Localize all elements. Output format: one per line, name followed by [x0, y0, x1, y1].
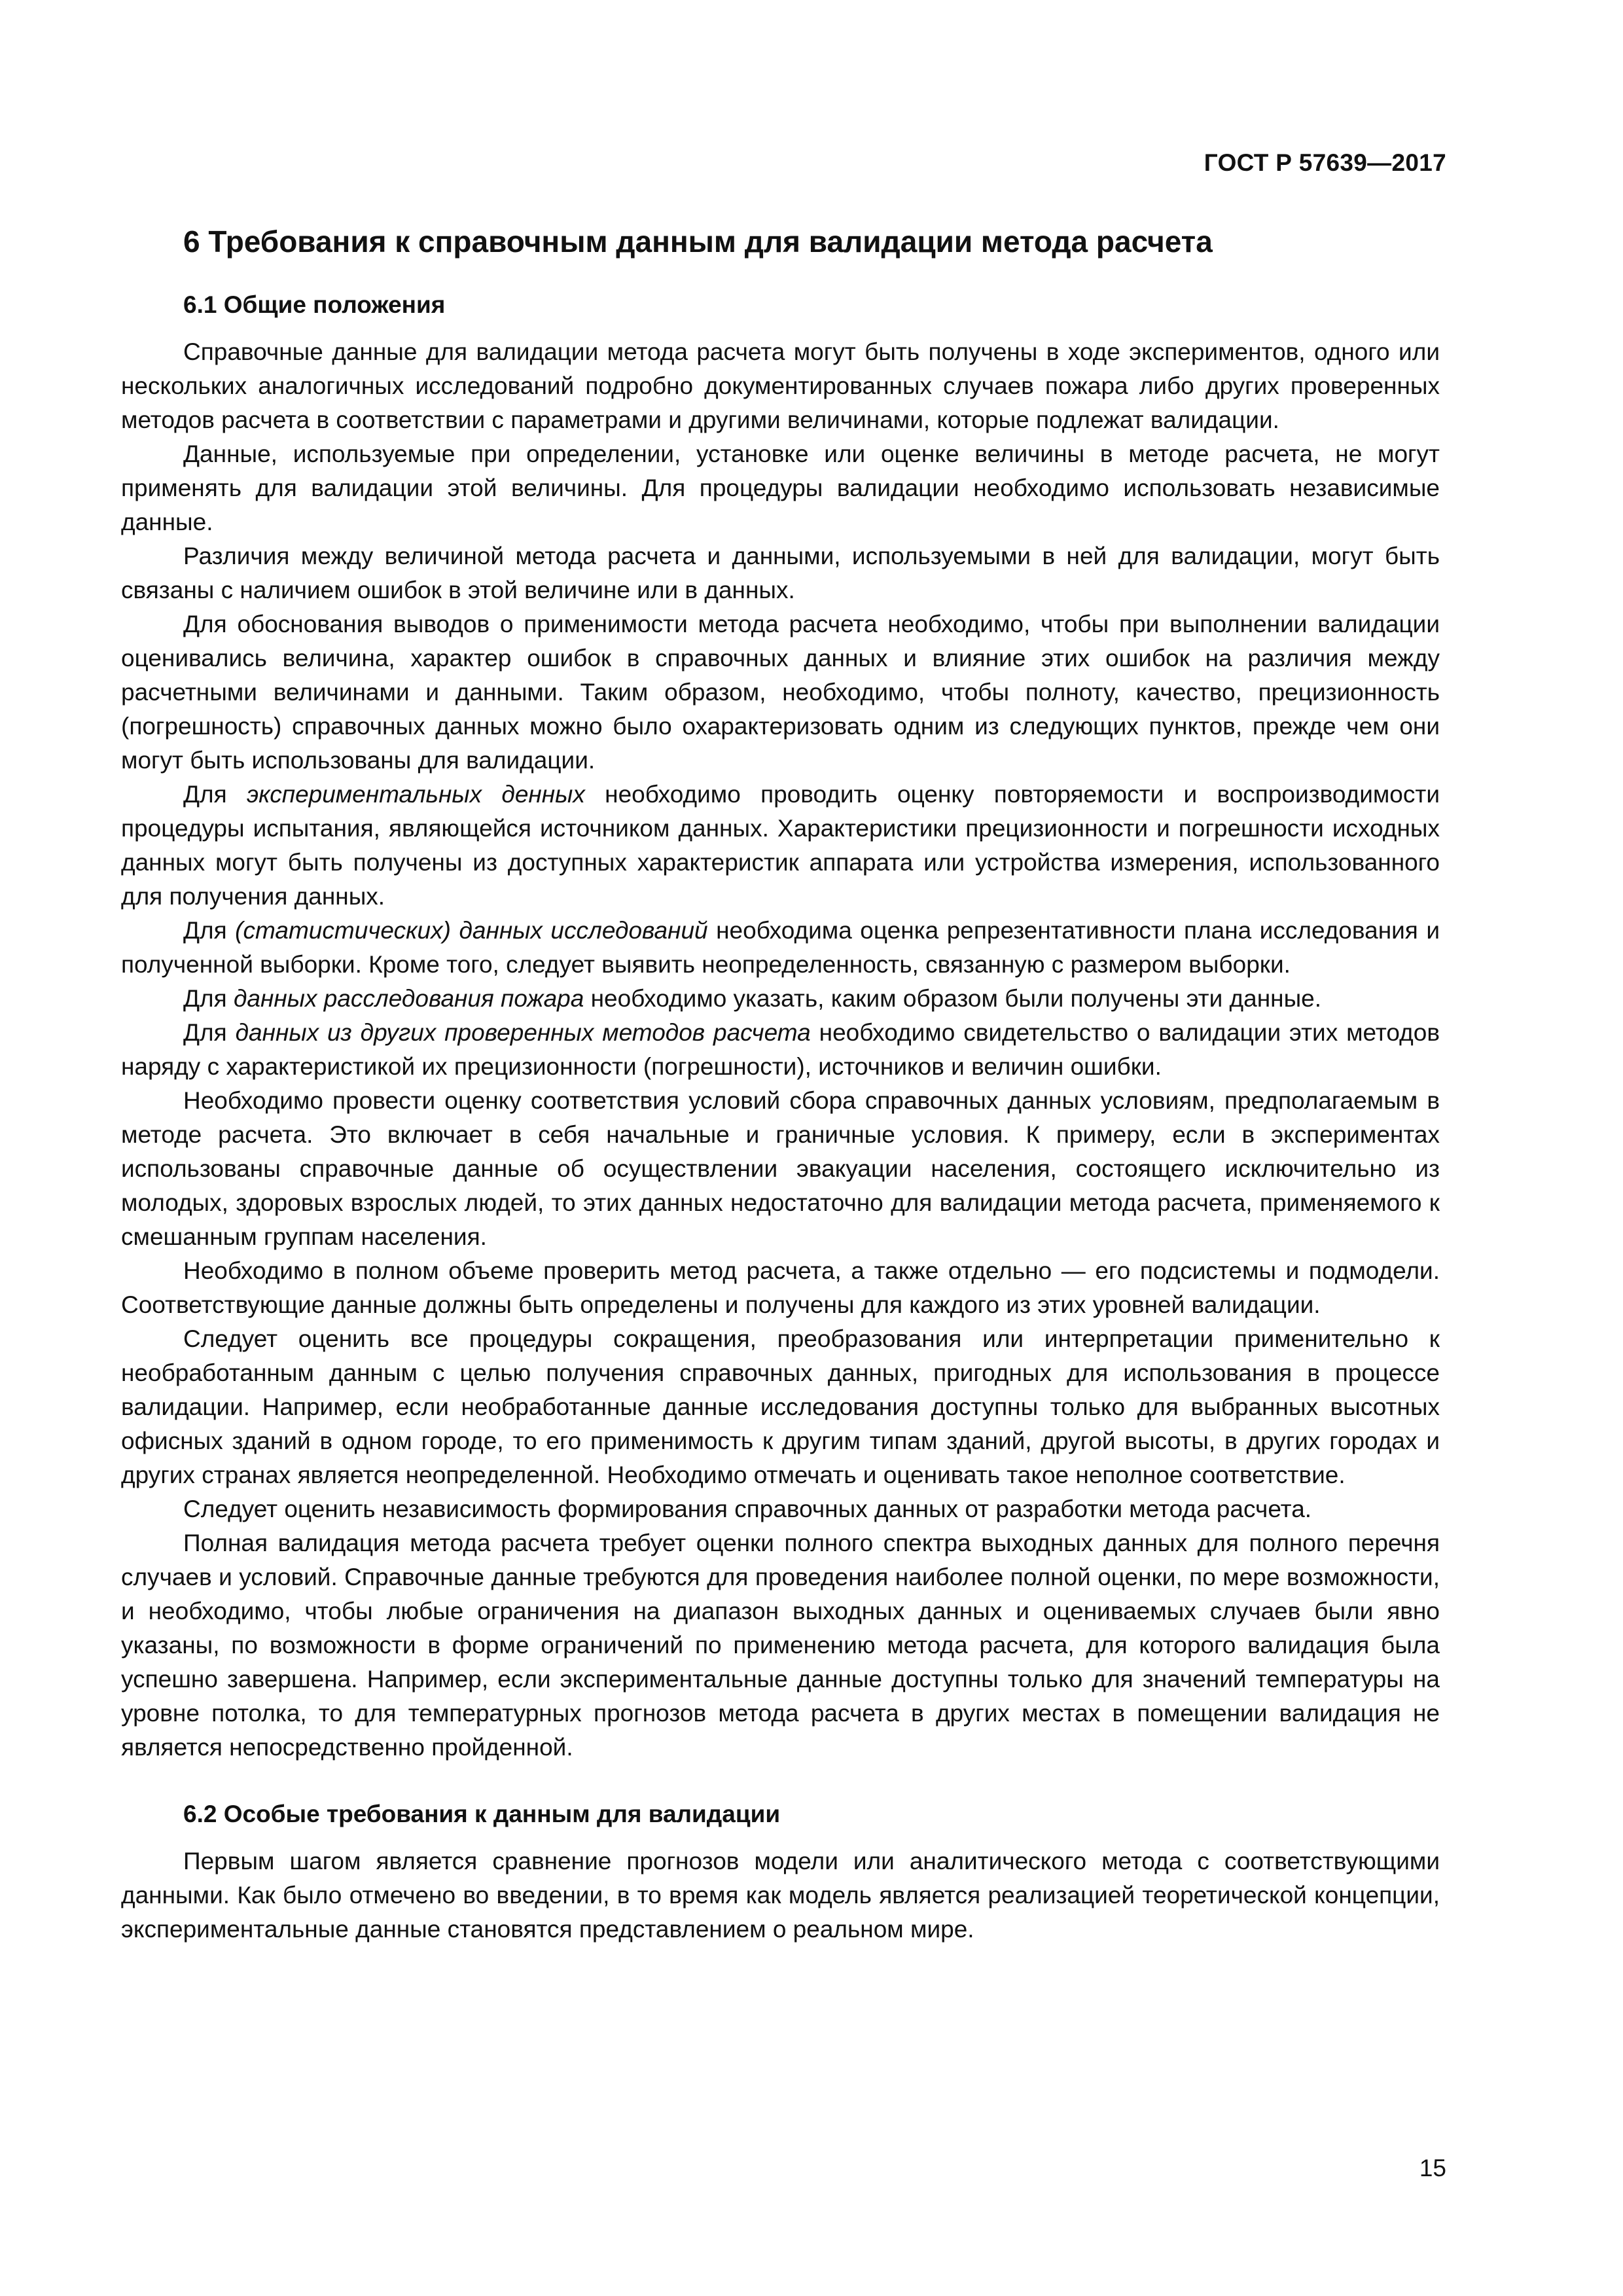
emphasis-term: экспериментальных денных	[246, 780, 585, 808]
page-content	[121, 223, 1440, 1946]
paragraph-lead: Для	[183, 916, 236, 944]
paragraph-lead: Для	[183, 1018, 236, 1046]
paragraph: Справочные данные для валидации метода расчета могут быть получены в ходе экспериментов, одного или нескольких аналогичных исследований подробно документированных случаев пожара либо других проверенных методов расчета в соответствии с параметрами и другими величинами, которые подлежат валидации.	[121, 338, 1440, 433]
emphasis-term: (статистических) данных исследований	[235, 916, 708, 944]
standard-code: ГОСТ Р 57639—2017	[1204, 149, 1446, 176]
paragraph-rest: необходимо указать, каким образом были получены эти данные.	[584, 984, 1322, 1012]
paragraph: Первым шагом является сравнение прогнозов модели или аналитического метода с соответствующими данными. Как было отмечено во введении, в то время как модель является реализацией теоретической концепции, экспериментальные данные становятся представлением о реальном мире.	[121, 1847, 1440, 1943]
paragraph-rest: необходимо свидетельство о валидации этих методов наряду с характеристикой их прецизионности (погрешности), источников и величин ошибки.	[121, 1018, 1440, 1080]
subsection-title-6-1: 6.1 Общие положения	[183, 291, 446, 318]
paragraph: Необходимо в полном объеме проверить метод расчета, а также отдельно — его подсистемы и подмодели. Соответствующие данные должны быть определены и получены для каждого из этих уровней валидации.	[121, 1257, 1440, 1318]
paragraph-lead: Для	[183, 984, 234, 1012]
paragraph-lead: Для	[183, 780, 247, 808]
section-title: 6 Требования к справочным данным для валидации метода расчета	[183, 224, 1213, 259]
paragraph: Полная валидация метода расчета требует оценки полного спектра выходных данных для полного перечня случаев и условий. Справочные данные требуются для проведения наиболее полной оценки, по мере возможности, и необходимо, чтобы любые ограничения на диапазон выходных данных и оцениваемых случаев были явно указаны, по возможности в форме ограничений по применению метода расчета, для которого валидация была успешно завершена. Например, если экспериментальные данные доступны только для значений температуры на уровне потолка, то для температурных прогнозов метода расчета в других местах в помещении валидация не является непосредственно пройденной.	[121, 1529, 1440, 1761]
paragraph	[121, 914, 1440, 982]
paragraph	[121, 1016, 1440, 1084]
paragraph	[121, 982, 1440, 1016]
paragraph: Следует оценить все процедуры сокращения, преобразования или интерпретации применительно к необработанным данным с целью получения справочных данных, пригодных для использования в процессе валидации. Например, если необработанные данные исследования доступны только для выбранных высотных офисных зданий в одном городе, то его применимость к другим типам зданий, другой высоты, в других городах и других странах является неопределенной. Необходимо отмечать и оценивать такое неполное соответствие.	[121, 1325, 1440, 1488]
paragraph-rest: необходима оценка репрезентативности плана исследования и полученной выборки. Кроме того, следует выявить неопределенность, связанную с размером выборки.	[121, 916, 1440, 978]
emphasis-term: данных из других проверенных методов расчета	[235, 1018, 811, 1046]
emphasis-term: данных расследования пожара	[233, 984, 584, 1012]
paragraph-rest: необходимо проводить оценку повторяемости и воспроизводимости процедуры испытания, являющейся источником данных. Характеристики прецизионности и погрешности исходных данных могут быть получены из доступных характеристик аппарата или устройства измерения, использованного для получения данных.	[121, 780, 1440, 910]
paragraph: Необходимо провести оценку соответствия условий сбора справочных данных условиям, предполагаемым в методе расчета. Это включает в себя начальные и граничные условия. К примеру, если в экспериментах использованы справочные данные об осуществлении эвакуации населения, состоящего исключительно из молодых, здоровых взрослых людей, то этих данных недостаточно для валидации метода расчета, применяемого к смешанным группам населения.	[121, 1086, 1440, 1250]
paragraph: Различия между величиной метода расчета и данными, используемыми в ней для валидации, могут быть связаны с наличием ошибок в этой величине или в данных.	[121, 542, 1440, 603]
page-number: 15	[1419, 2155, 1446, 2181]
paragraph	[121, 778, 1440, 914]
subsection-title-6-2: 6.2 Особые требования к данным для валидации	[183, 1800, 781, 1827]
paragraph: Следует оценить независимость формирования справочных данных от разработки метода расчета.	[183, 1495, 1312, 1522]
paragraph: Данные, используемые при определении, установке или оценке величины в методе расчета, не могут применять для валидации этой величины. Для процедуры валидации необходимо использовать независимые данные.	[121, 440, 1440, 535]
paragraph: Для обоснования выводов о применимости метода расчета необходимо, чтобы при выполнении валидации оценивались величина, характер ошибок в справочных данных и влияние этих ошибок на различия между расчетными величинами и данными. Таким образом, необходимо, чтобы полноту, качество, прецизионность (погрешность) справочных данных можно было охарактеризовать одним из следующих пунктов, прежде чем они могут быть использованы для валидации.	[121, 610, 1440, 774]
